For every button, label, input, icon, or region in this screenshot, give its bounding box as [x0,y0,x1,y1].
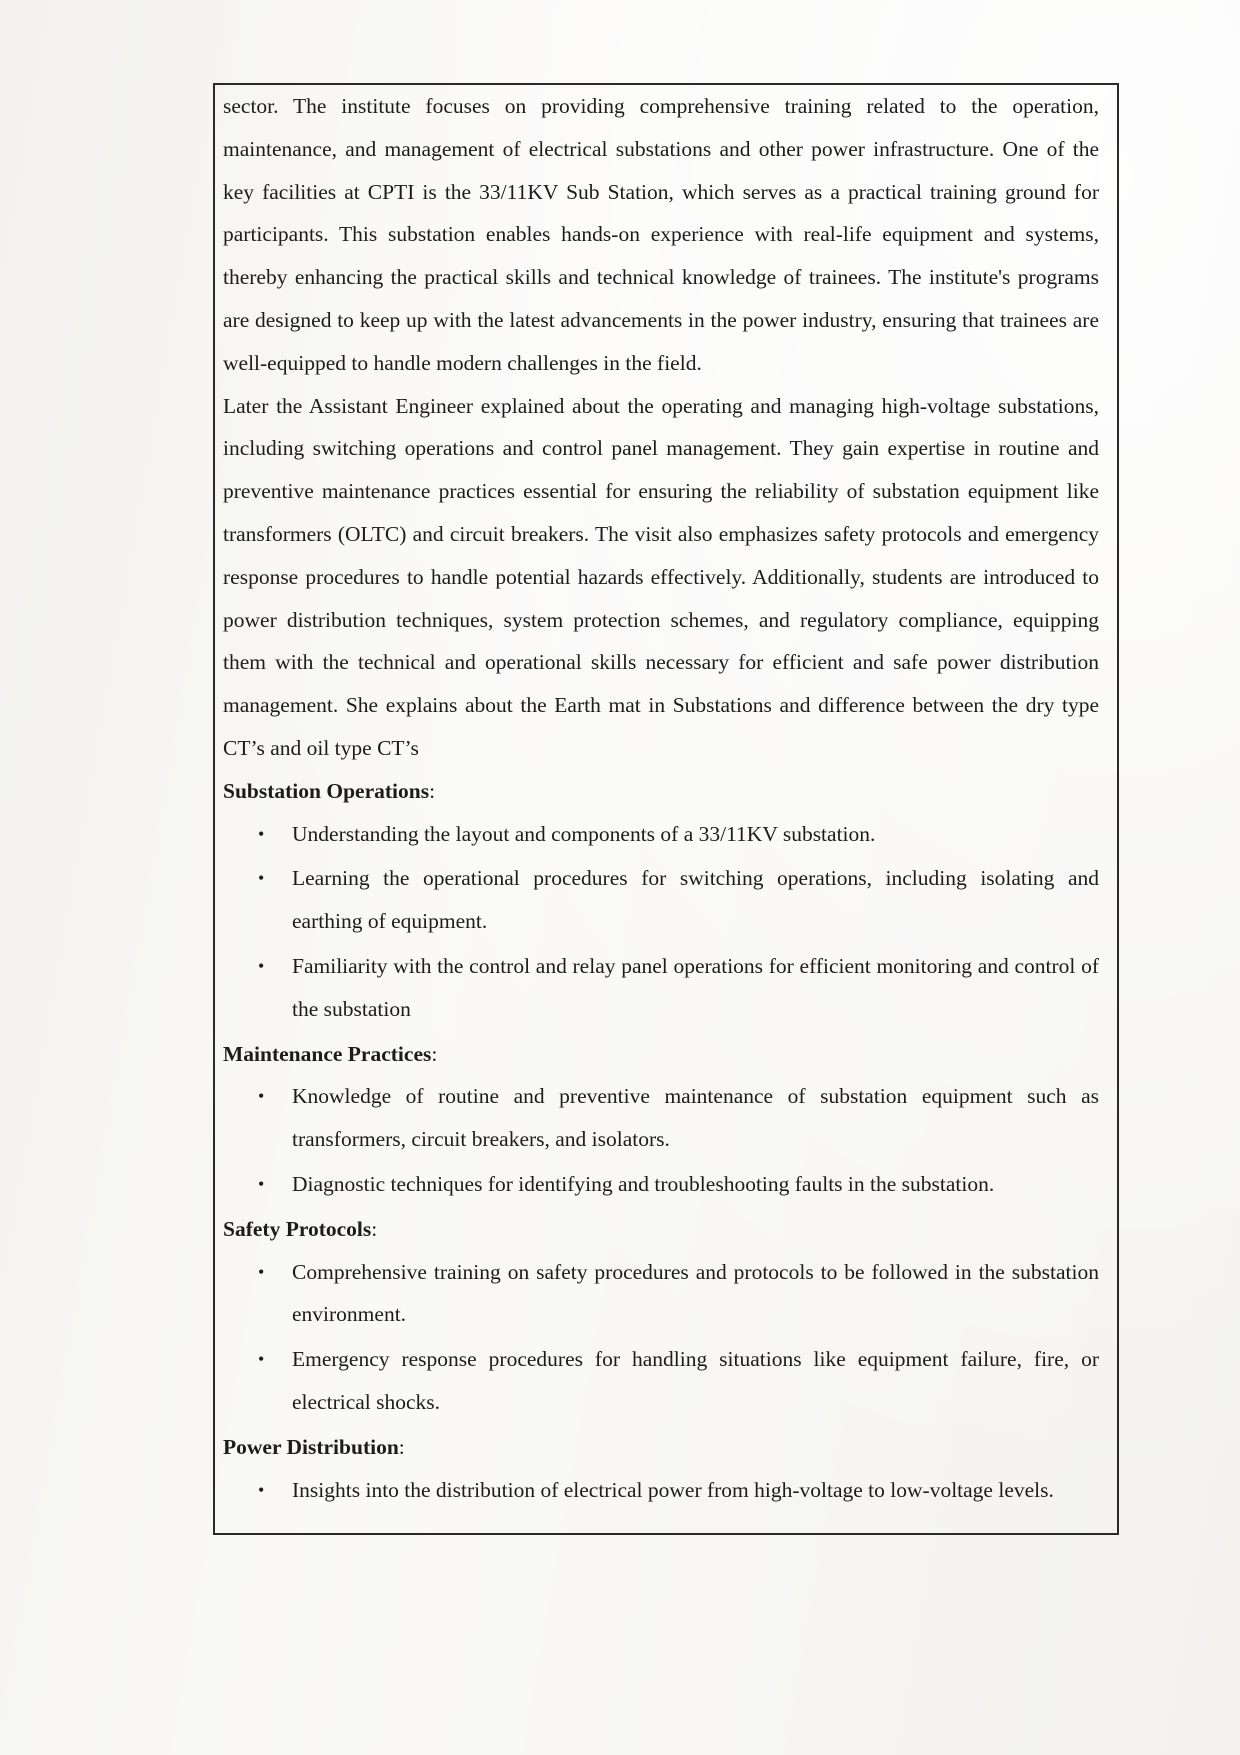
list-item-text: Knowledge of routine and preventive maintenance of substation equipment such as transformers, circuit breakers, and isolators. [292,1084,1099,1152]
list-item-text: Insights into the distribution of electrical power from high-voltage to low-voltage levels. [292,1477,1054,1502]
content-frame [213,83,1119,1535]
list-item-text: Emergency response procedures for handling situations like equipment failure, fire, or electrical shocks. [292,1347,1099,1414]
section-heading-maintenance-practices [223,1033,1099,1076]
list-item [258,945,1099,1031]
bullet-list-power-distribution [223,1469,1099,1512]
intro-paragraph: sector. The institute focuses on providing comprehensive training related to the operation, maintenance, and management of electrical substations and other power infrastructure. One of the key facilities at CPTI is the 33/11KV Sub Station, which serves as a practical training ground for participants. This substation enables hands-on experience with real-life equipment and systems, thereby enhancing the practical skills and technical knowledge of trainees. The institute's programs are designed to keep up with the latest advancements in the power industry, ensuring that trainees are well-equipped to handle modern challenges in the field. [223,94,1099,375]
section-heading-safety-protocols [223,1208,1099,1251]
section-heading-substation-operations [223,770,1099,813]
list-item [258,1338,1099,1424]
heading-colon: : [371,1216,378,1241]
list-item-text: Familiarity with the control and relay panel operations for efficient monitoring and control of the substation [292,953,1099,1021]
bullet-list-maintenance-practices [223,1075,1099,1205]
bullet-icon: • [258,1479,265,1500]
bullet-list-substation-operations [223,813,1099,1031]
bullet-icon: • [258,1173,265,1194]
list-item-text: Diagnostic techniques for identifying and troubleshooting faults in the substation. [292,1171,995,1196]
section-heading-power-distribution [223,1426,1099,1469]
visit-paragraph: Later the Assistant Engineer explained about the operating and managing high-voltage substations, including switching operations and control panel management. They gain expertise in routine and preventive maintenance practices essential for ensuring the reliability of substation equipment like transformers (OLTC) and circuit breakers. The visit also emphasizes safety protocols and emergency response procedures to handle potential hazards effectively. Additionally, students are introduced to power distribution techniques, system protection schemes, and regulatory compliance, equipping them with the technical and operational skills necessary for efficient and safe power distribution management. She explains about the Earth mat in Substations and difference between the dry type CT’s and oil type CT’s [223,393,1099,760]
heading-colon: : [431,1041,438,1066]
bullet-icon: • [258,868,265,889]
bullet-icon: • [258,1349,265,1370]
heading-text: Power Distribution [223,1434,399,1459]
heading-text: Maintenance Practices [223,1041,432,1066]
heading-text: Safety Protocols [223,1216,372,1241]
bullet-icon: • [258,955,265,976]
bullet-icon: • [258,1261,265,1282]
list-item [258,1251,1099,1337]
heading-colon: : [398,1434,405,1459]
list-item-text: Understanding the layout and components of a 33/11KV substation. [292,821,876,846]
heading-text: Substation Operations [223,778,430,803]
list-item [258,1163,1099,1206]
heading-colon: : [429,778,436,803]
bullet-list-safety-protocols [223,1251,1099,1424]
list-item [258,857,1099,943]
list-item-text: Learning the operational procedures for switching operations, including isolating and earthing of equipment. [292,866,1099,934]
list-item [258,813,1099,856]
bullet-icon: • [258,1086,265,1107]
list-item-text: Comprehensive training on safety procedures and protocols to be followed in the substation environment. [292,1259,1099,1327]
bullet-icon: • [258,823,265,844]
list-item [258,1075,1099,1161]
list-item [258,1469,1099,1512]
